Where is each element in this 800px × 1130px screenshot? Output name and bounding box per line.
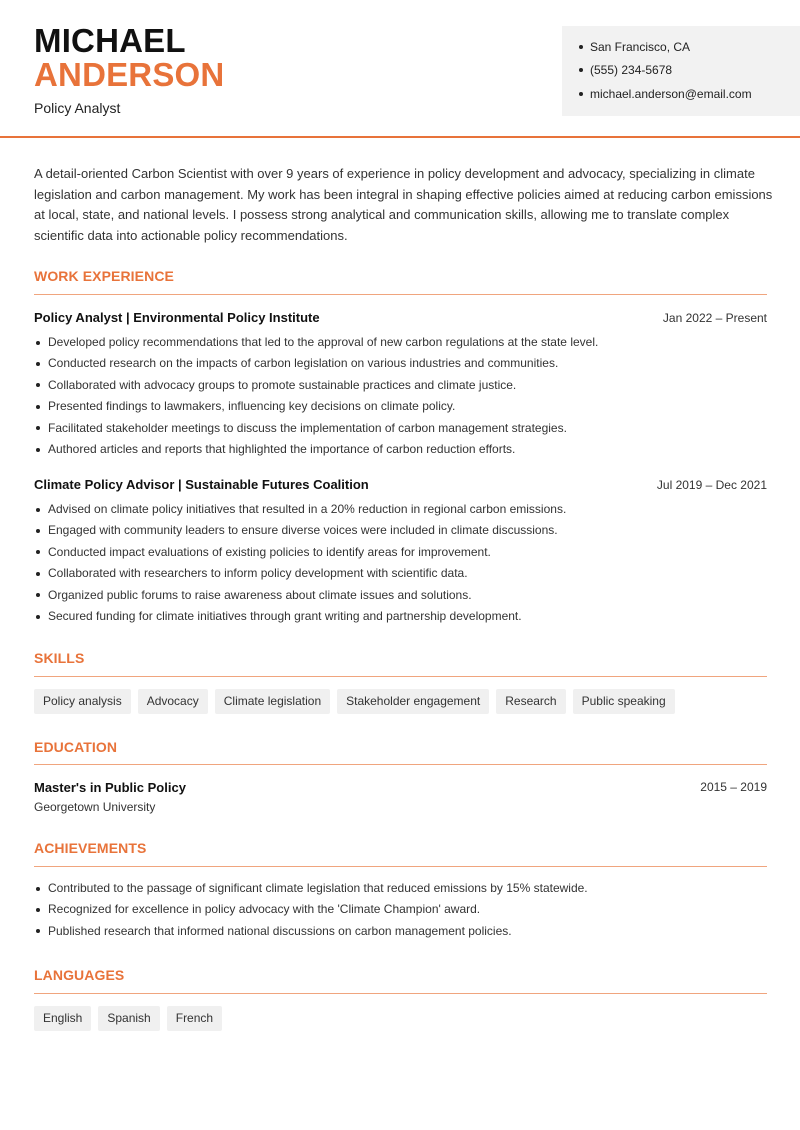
resume-header [0,0,800,138]
bullet-text: Organized public forums to raise awareness about climate issues and solutions. [48,587,472,602]
list-item [34,899,767,920]
job-bullets-2 [34,499,767,627]
bullet-text: Collaborated with researchers to inform policy development with scientific data. [48,566,468,581]
bullet-text: Presented findings to lawmakers, influencing key decisions on climate policy. [48,399,456,414]
skill-chip: Stakeholder engagement [337,689,489,714]
section-divider [34,676,767,677]
list-item [34,520,767,541]
list-item [34,585,767,606]
job-title: Policy Analyst [34,100,121,116]
bullet-text: Contributed to the passage of significant climate legislation that reduced emissions by 15% statewide. [48,881,588,895]
job-bullets-1 [34,332,767,460]
bullet-icon [36,593,40,597]
skill-chip: Advocacy [138,689,208,714]
bullet-text: Conducted impact evaluations of existing policies to identify areas for improvement. [48,544,491,559]
bullet-icon [36,615,40,619]
list-item [34,396,767,417]
list-item [34,921,767,942]
bullet-icon [36,572,40,576]
list-item [34,563,767,584]
skill-chip: Public speaking [573,689,675,714]
bullet-text: Secured funding for climate initiatives through grant writing and partnership development. [48,608,522,623]
education-heading: EDUCATION [34,739,118,755]
skill-chip: Climate legislation [215,689,330,714]
bullet-text: Published research that informed national discussions on carbon management policies. [48,923,512,938]
contact-email-text[interactable]: michael.anderson@email.com [590,87,752,101]
language-chip: English [34,1006,91,1031]
section-divider [34,866,767,867]
bullet-icon [36,341,40,345]
job-dates-1: Jan 2022 – Present [662,311,767,325]
bullet-text: Developed policy recommendations that led to the approval of new carbon regulations at the state level. [48,335,599,349]
bullet-icon [579,92,583,96]
bullet-icon [36,929,40,933]
bullet-icon [36,426,40,430]
skills-list [34,689,675,714]
skills-heading: SKILLS [34,650,85,666]
bullet-icon [36,887,40,891]
section-divider [34,993,767,994]
contact-phone-text: (555) 234-5678 [590,63,673,77]
job-title-1: Policy Analyst | Environmental Policy Institute [34,310,320,325]
section-divider [34,764,767,765]
education-dates: 2015 – 2019 [700,780,767,794]
bullet-text: Conducted research on the impacts of carbon legislation on various industries and communities. [48,356,559,371]
first-name: MICHAEL [34,22,186,59]
section-divider [34,294,767,295]
language-chip: French [167,1006,222,1031]
list-item [34,499,767,520]
list-item [34,375,767,396]
contact-phone [579,63,672,77]
bullet-icon [36,508,40,512]
bullet-icon [36,405,40,409]
last-name: ANDERSON [34,56,225,93]
bullet-icon [579,45,583,49]
bullet-text: Advised on climate policy initiatives that resulted in a 20% reduction in regional carbon emissions. [48,502,567,516]
skill-chip: Research [496,689,565,714]
skill-chip: Policy analysis [34,689,131,714]
contact-email[interactable] [579,87,752,101]
work-experience-heading: WORK EXPERIENCE [34,268,174,284]
list-item [34,418,767,439]
list-item [34,353,767,374]
language-chip: Spanish [98,1006,159,1031]
languages-heading: LANGUAGES [34,967,125,983]
bullet-text: Authored articles and reports that highlighted the importance of carbon reduction efforts. [48,441,516,456]
list-item [34,606,767,627]
job-title-2: Climate Policy Advisor | Sustainable Futures Coalition [34,477,369,492]
bullet-icon [36,908,40,912]
bullet-icon [579,68,583,72]
bullet-icon [36,448,40,452]
bullet-icon [36,383,40,387]
contact-location-text: San Francisco, CA [590,40,691,54]
school-name: Georgetown University [34,800,156,814]
bullet-text: Collaborated with advocacy groups to promote sustainable practices and climate justice. [48,377,517,392]
list-item [34,542,767,563]
bullet-icon [36,529,40,533]
list-item [34,878,767,899]
bullet-text: Engaged with community leaders to ensure diverse voices were included in climate discussions. [48,523,558,538]
bullet-text: Recognized for excellence in policy advocacy with the 'Climate Champion' award. [48,902,481,917]
languages-list [34,1006,222,1031]
contact-box [562,26,800,116]
bullet-icon [36,550,40,554]
contact-location [579,40,690,54]
achievements-heading: ACHIEVEMENTS [34,840,147,856]
summary-paragraph: A detail-oriented Carbon Scientist with over 9 years of experience in policy development and advocacy, specializing in climate legislation and carbon management. My work has been integral in shaping effective policies aimed at reducing carbon emissions at local, state, and national levels. I possess strong analytical and communication skills, allowing me to translate complex scientific data into actionable policy recommendations. [34,166,773,243]
list-item [34,332,767,353]
achievements-list [34,878,767,942]
job-dates-2: Jul 2019 – Dec 2021 [656,478,767,492]
list-item [34,439,767,460]
degree-title: Master's in Public Policy [34,780,186,795]
bullet-text: Facilitated stakeholder meetings to discuss the implementation of carbon management strategies. [48,420,567,435]
bullet-icon [36,362,40,366]
